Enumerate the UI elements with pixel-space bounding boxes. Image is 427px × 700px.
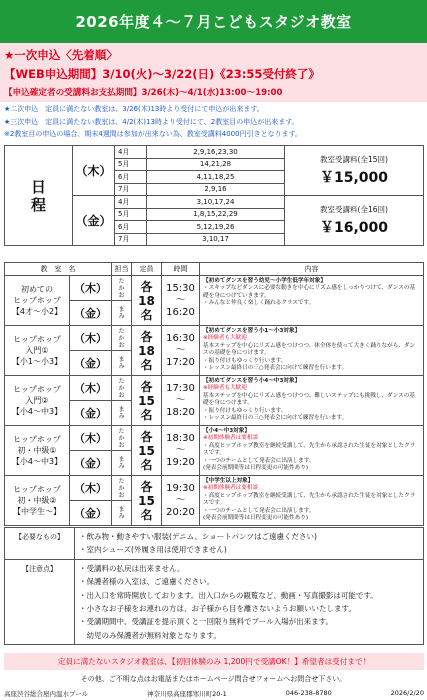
class-name: [5, 276, 70, 326]
capacity-part: 名: [140, 457, 153, 472]
class-teacher: [112, 326, 132, 351]
time-part: 16:30: [166, 332, 195, 344]
time-part: 20:20: [166, 506, 195, 518]
description-line: ・みんなと仲良く楽しく踊れるクラスです。: [203, 300, 315, 307]
footer: [4, 689, 424, 698]
capacity-part: 名: [140, 407, 153, 422]
description-line: ・高度ヒップホップ教室を継続受講して、先生から承認された生徒を対象としたクラスです。: [203, 442, 416, 457]
list-item: ・飲み物・動きやすい服装(デニム、ショートパンツはご遠慮ください): [79, 532, 317, 541]
description-line: ・振り付けもゆっくり行います。: [203, 407, 287, 414]
description-line: ※初期体験者は要相談: [203, 435, 259, 442]
class-name-line: 初めての: [21, 285, 53, 294]
teacher-char: ま: [118, 406, 125, 413]
description-line: 基本ステップを中心にリズム感をつけつつ、難しいステップにも挑戦し、ダンスの基礎を身につけます。: [203, 392, 415, 407]
teacher-char: み: [118, 313, 125, 320]
schedule-month: 7月: [115, 233, 147, 246]
description-line: ・レッスン最終日の三○発表会に向けて練習を行います。: [203, 365, 348, 372]
class-name-line: 【小4〜中3】: [11, 407, 63, 416]
schedule-dates: 4,11,18,25: [147, 171, 285, 184]
class-time: [162, 276, 200, 326]
capacity-part: 名: [140, 307, 153, 322]
second-application-note: ★二次申込 定員に満たない教室は、3/26(木)13時より受付にて申込が出来ます。: [4, 105, 264, 113]
notes-list: [75, 559, 424, 644]
capacity-part: 各: [140, 479, 153, 494]
teacher-char: た: [118, 377, 125, 385]
header-time: 時間: [162, 263, 200, 276]
capacity-part: 各: [140, 329, 153, 344]
list-item: ・保護者様の入室は、ご遠慮ください。: [79, 577, 214, 587]
class-name: [5, 476, 70, 526]
class-teacher: [112, 476, 132, 501]
time-part: 〜: [175, 494, 186, 506]
schedule-month: 4月: [115, 146, 147, 159]
description-line: ※経験者も大歓迎: [203, 335, 247, 342]
time-part: 18:20: [166, 406, 195, 418]
class-teacher: [112, 501, 132, 526]
description-line: 【小4〜中3対象】: [203, 428, 250, 434]
list-item: ・受講期間中、受講証を提示頂くと一回限り無料でプール入場が出来ます。: [79, 617, 334, 627]
header-class-name: 教 室 名: [5, 263, 112, 276]
class-description: [200, 276, 424, 326]
time-part: 〜: [175, 444, 186, 456]
schedule-month: 5月: [115, 158, 147, 171]
teacher-char: た: [118, 427, 125, 435]
schedule-month: 4月: [115, 196, 147, 209]
schedule-dates: 14,21,28: [147, 158, 285, 171]
discount-note: ※2教室目の申込の場合、期末4週間は参加が出来ない為、教室受講料4000円引きとなります。: [4, 130, 303, 138]
table-row: [5, 476, 424, 501]
schedule-month: 6月: [115, 171, 147, 184]
schedule-day-thursday: （木）: [73, 146, 115, 196]
time-part: 19:20: [166, 456, 195, 468]
teacher-char: か: [118, 384, 125, 392]
class-day: （木）: [70, 376, 112, 401]
description-line: ・一つのチームとして発表会に出演します。: [203, 507, 315, 514]
fee-label: 教室受講料(全16回): [320, 205, 388, 214]
class-name-line: ヒップホップ: [13, 485, 61, 494]
class-day: （金）: [70, 501, 112, 526]
schedule-dates: 2,9,16,23,30: [147, 146, 285, 159]
trial-lesson-bar: 定員に満たないスタジオ教室は、【初回体験のみ 1,200円で受講OK！】希望者は受付まで！: [4, 653, 424, 670]
fee-label: 教室受講料(全15回): [320, 155, 388, 164]
teacher-char: か: [118, 434, 125, 442]
class-name-line: 【小4〜中3】: [11, 457, 63, 466]
class-day: （木）: [70, 326, 112, 351]
class-description: [200, 426, 424, 476]
schedule-month: 5月: [115, 208, 147, 221]
schedule-dates: 3,10,17: [147, 233, 285, 246]
class-name-line: 入門②: [25, 396, 49, 405]
class-capacity: [132, 326, 162, 376]
class-name-line: 初・中級①: [17, 446, 57, 455]
class-day: （金）: [70, 301, 112, 326]
time-part: 〜: [175, 294, 186, 306]
class-day: （木）: [70, 276, 112, 301]
description-line: ・一つのチームとして発表会に出演します。: [203, 457, 315, 464]
teacher-char: お: [118, 491, 125, 499]
class-time: [162, 376, 200, 426]
description-line: 【初めてダンスを習う小1〜小3対象】: [203, 328, 301, 334]
schedule-day-friday: （金）: [73, 196, 115, 246]
capacity-part: 15: [138, 393, 155, 408]
description-line: ・高度ヒップホップ教室を継続受講して、先生から承認された生徒を対象としたクラスです。: [203, 492, 416, 507]
teacher-char: お: [118, 441, 125, 449]
capacity-part: 名: [140, 357, 153, 372]
teacher-char: た: [118, 477, 125, 485]
class-capacity: [132, 476, 162, 526]
table-row: [5, 426, 424, 451]
class-name: [5, 426, 70, 476]
teacher-char: み: [118, 513, 125, 520]
time-part: 17:20: [166, 356, 195, 368]
fee-friday: [285, 196, 424, 246]
teacher-char: か: [118, 284, 125, 292]
issue-date: 2026/2/20: [390, 689, 424, 697]
table-row: [5, 276, 424, 301]
teacher-char: ま: [118, 506, 125, 513]
class-day: （木）: [70, 426, 112, 451]
teacher-char: た: [118, 277, 125, 285]
class-teacher: [112, 451, 132, 476]
table-row: [5, 376, 424, 401]
capacity-part: 15: [138, 443, 155, 458]
description-line: (発表会前期間等は日程変更の可能性あり): [203, 515, 309, 522]
schedule-dates: 2,9,16: [147, 183, 285, 196]
class-description: [200, 376, 424, 426]
description-line: ・振り付けもゆっくり行います。: [203, 357, 287, 364]
class-day: （金）: [70, 351, 112, 376]
class-description: [200, 476, 424, 526]
capacity-part: 各: [140, 379, 153, 394]
class-capacity: [132, 426, 162, 476]
class-time: [162, 476, 200, 526]
facility-phone: 046-238-8780: [285, 689, 332, 697]
class-teacher: [112, 351, 132, 376]
capacity-part: 名: [140, 507, 153, 522]
teacher-char: お: [118, 341, 125, 349]
list-item: ・室内シューズ(外履き用は使用できません): [79, 545, 227, 555]
teacher-char: ま: [118, 356, 125, 363]
class-name-line: ヒップホップ: [13, 435, 61, 444]
description-line: ・スキップなどダンスに必要な動きを中心にリズム感をしっかりつけて、ダンスの基礎を身につけていきます。: [203, 285, 416, 299]
class-teacher: [112, 276, 132, 301]
class-name-line: 初・中級②: [17, 496, 57, 505]
capacity-part: 15: [138, 493, 155, 508]
facility-address: 神奈川県高座郡寒川町20-1: [147, 690, 227, 698]
third-application-note: ★三次申込 定員に満たない教室は、4/2(木)13時より受付にて、2教室目の申込が出来ます。: [4, 117, 299, 126]
class-name: [5, 326, 70, 376]
capacity-part: 各: [140, 429, 153, 444]
class-description: [200, 326, 424, 376]
header-content: 内容: [200, 263, 424, 276]
class-name-line: 入門①: [25, 346, 49, 355]
teacher-char: お: [118, 391, 125, 399]
class-teacher: [112, 426, 132, 451]
needs-list: [75, 528, 424, 560]
notes-label: 【注意点】: [5, 559, 75, 644]
class-day: （金）: [70, 401, 112, 426]
description-line: 基本ステップを中心にリズム感をつけつつ、体全体を使って大きく踊りながら、ダンスの基礎を身につけます。: [203, 342, 416, 357]
time-part: 19:30: [166, 482, 195, 494]
header-capacity: 定員: [132, 263, 162, 276]
list-item: 幼児のみ保護者が無料対象となります。: [79, 630, 221, 640]
teacher-char: み: [118, 363, 125, 370]
description-line: ※経験者も大歓迎: [203, 385, 247, 392]
time-part: 〜: [175, 344, 186, 356]
web-application-period: 【WEB申込期間】3/10(火)〜3/22(日)《23:55受付終了》: [4, 67, 320, 81]
capacity-part: 各: [140, 279, 153, 294]
description-line: 【初めてダンスを習う小4〜中3対象】: [203, 378, 301, 384]
first-application-heading: ★一次申込〈先着順〉: [4, 48, 118, 62]
schedule-dates: 5,12,19,26: [147, 221, 285, 234]
time-part: 15:30: [166, 282, 195, 294]
description-line: (発表会前期間等は日程変更の可能性あり): [203, 465, 309, 472]
time-part: 16:20: [166, 306, 195, 318]
application-notes: [4, 103, 424, 141]
time-part: 18:30: [166, 432, 195, 444]
table-row: [5, 326, 424, 351]
class-day: （木）: [70, 476, 112, 501]
teacher-char: た: [118, 327, 125, 335]
teacher-char: か: [118, 484, 125, 492]
fee-value: ￥16,000: [319, 220, 389, 236]
class-day: （金）: [70, 451, 112, 476]
time-part: 〜: [175, 394, 186, 406]
list-item: ・小さなお子様をお連れの方は、お子様から目を離さないようお願いいたします。: [79, 604, 356, 614]
list-item: ・受講料の払戻は出来ません。: [79, 563, 185, 573]
class-capacity: [132, 376, 162, 426]
teacher-char: ま: [118, 456, 125, 463]
class-name-line: ヒップホップ: [13, 385, 61, 394]
teacher-char: か: [118, 334, 125, 342]
class-capacity: [132, 276, 162, 326]
teacher-char: お: [118, 291, 125, 299]
class-name-line: ヒップホップ: [13, 296, 61, 305]
teacher-char: ま: [118, 306, 125, 313]
description-line: 【初めてダンスを習う幼児〜小学生低学年対象】: [203, 278, 326, 284]
class-time: [162, 326, 200, 376]
description-line: 【中学生以上対象】: [203, 478, 254, 484]
capacity-part: 18: [138, 293, 155, 308]
class-name-line: 【中学生〜】: [13, 507, 61, 516]
class-time: [162, 426, 200, 476]
class-name-line: 【小1〜小3】: [11, 357, 63, 366]
time-part: 17:30: [166, 382, 195, 394]
description-line: ・レッスン最終日の三○発表会に向けて練習を行います。: [203, 415, 348, 422]
schedule-dates: 3,10,17,24: [147, 196, 285, 209]
page-title: 2026年度４〜７月こどもスタジオ教室: [0, 0, 427, 43]
class-teacher: [112, 401, 132, 426]
teacher-char: み: [118, 463, 125, 470]
class-table: [4, 262, 424, 526]
class-name-line: 【4才〜小2】: [11, 307, 63, 316]
capacity-part: 18: [138, 343, 155, 358]
fee-value: ￥15,000: [319, 170, 389, 186]
header-teacher: 担当: [112, 263, 132, 276]
description-line: ※初期体験者は要相談: [203, 485, 259, 492]
facility-name: 高座渋谷総合屋内温水プール: [4, 690, 89, 698]
list-item: ・出入口を常時開放しております。出入口からの観覧など、動画・写真撮影は可能です。: [79, 590, 378, 600]
schedule-month: 7月: [115, 183, 147, 196]
schedule-month: 6月: [115, 221, 147, 234]
class-teacher: [112, 301, 132, 326]
needs-label: 【必要なもの】: [5, 528, 75, 560]
teacher-char: み: [118, 413, 125, 420]
schedule-dates: 1,8,15,22,29: [147, 208, 285, 221]
fee-thursday: [285, 146, 424, 196]
closing-note: その他、ご不明な点はお電話またはホームページ問合せフォームへお問合せ下さい。: [80, 675, 347, 683]
class-name: [5, 376, 70, 426]
class-teacher: [112, 376, 132, 401]
schedule-label: 日 程: [5, 146, 73, 246]
info-table: [4, 527, 424, 645]
class-name-line: ヒップホップ: [13, 335, 61, 344]
schedule-table: [4, 145, 424, 246]
payment-period: 【申込確定者の受講料お支払期間】3/26(木)〜4/1(水)13:00〜19:00: [4, 88, 283, 98]
